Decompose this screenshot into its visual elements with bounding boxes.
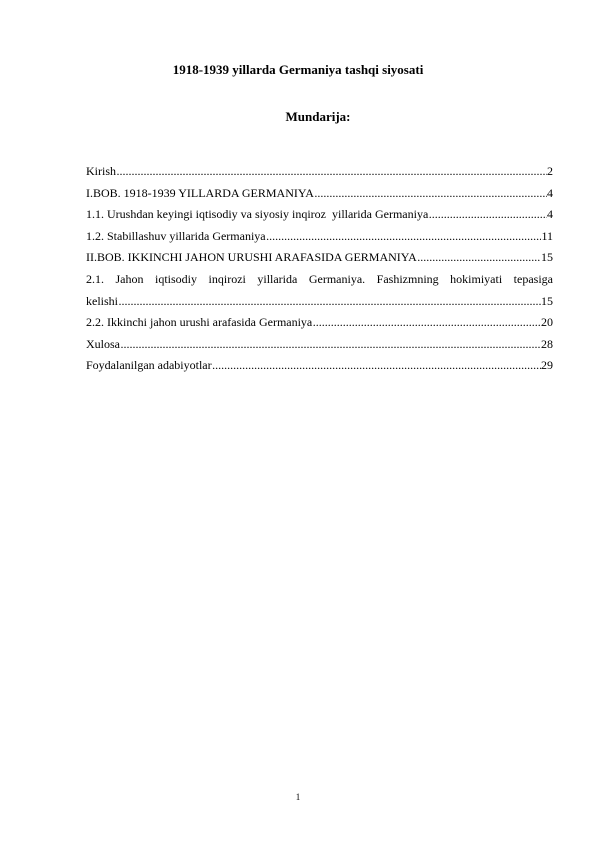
toc-entry-title-line-1: 2.1. Jahon iqtisodiy inqirozi yillarida Germaniya. Fashizmning hokimiyati tepasiga — [86, 271, 553, 286]
toc-entry-title: I.BOB. 1918-1939 YILLARDA GERMANIYA — [86, 185, 314, 200]
toc-entry-page: 28 — [541, 336, 553, 351]
toc-leader-dots — [117, 164, 547, 179]
toc-entry-page: 15 — [541, 293, 553, 308]
toc-entry-title: 1.2. Stabillashuv yillarida Germaniya — [86, 228, 266, 243]
toc-entry-title: II.BOB. IKKINCHI JAHON URUSHI ARAFASIDA GERMANIYA — [86, 250, 417, 265]
toc-entry-page: 11 — [541, 228, 553, 243]
toc-entry-section-2-1[interactable] — [86, 272, 553, 315]
toc-entry-page: 2 — [547, 164, 553, 178]
toc-entry-page: 29 — [541, 358, 553, 373]
toc-leader-dots — [314, 186, 546, 201]
toc-entry-title: 2.2. Ikkinchi jahon urushi arafasida Germaniya — [86, 315, 313, 330]
toc-entry-references[interactable] — [86, 358, 553, 380]
toc-entry-title: 1.1. Urushdan keyingi iqtisodiy va siyosiy inqiroz yillarida Germaniya — [86, 207, 429, 222]
document-title: 1918-1939 yillarda Germaniya tashqi siyosati — [172, 62, 424, 77]
page-number: 1 — [295, 792, 301, 802]
toc-entry-title-line-2: kelishi — [86, 293, 118, 308]
toc-entry-conclusion[interactable] — [86, 337, 553, 359]
toc-entry-section-2-2[interactable] — [86, 315, 553, 337]
toc-leader-dots — [417, 250, 540, 265]
toc-entry-title: Xulosa — [86, 336, 120, 351]
toc-entry-introduction[interactable] — [86, 164, 553, 186]
table-of-contents — [86, 164, 553, 380]
toc-entry-chapter-1[interactable] — [86, 186, 553, 208]
toc-entry-title: Foydalanilgan adabiyotlar — [86, 358, 212, 373]
toc-entry-page: 4 — [547, 185, 553, 200]
toc-leader-dots — [313, 315, 541, 330]
toc-entry-chapter-2[interactable] — [86, 250, 553, 272]
toc-entry-page: 20 — [541, 315, 553, 330]
toc-entry-section-1-2[interactable] — [86, 229, 553, 251]
toc-entry-page: 15 — [541, 250, 553, 265]
toc-entry-page: 4 — [547, 207, 553, 222]
toc-leader-dots — [119, 294, 541, 309]
toc-leader-dots — [121, 337, 541, 352]
toc-leader-dots — [212, 358, 540, 373]
toc-entry-section-1-1[interactable] — [86, 207, 553, 229]
toc-leader-dots — [429, 207, 547, 222]
toc-heading: Mundarija: — [285, 109, 351, 124]
toc-entry-title: Kirish — [86, 164, 116, 178]
toc-leader-dots — [266, 229, 541, 244]
